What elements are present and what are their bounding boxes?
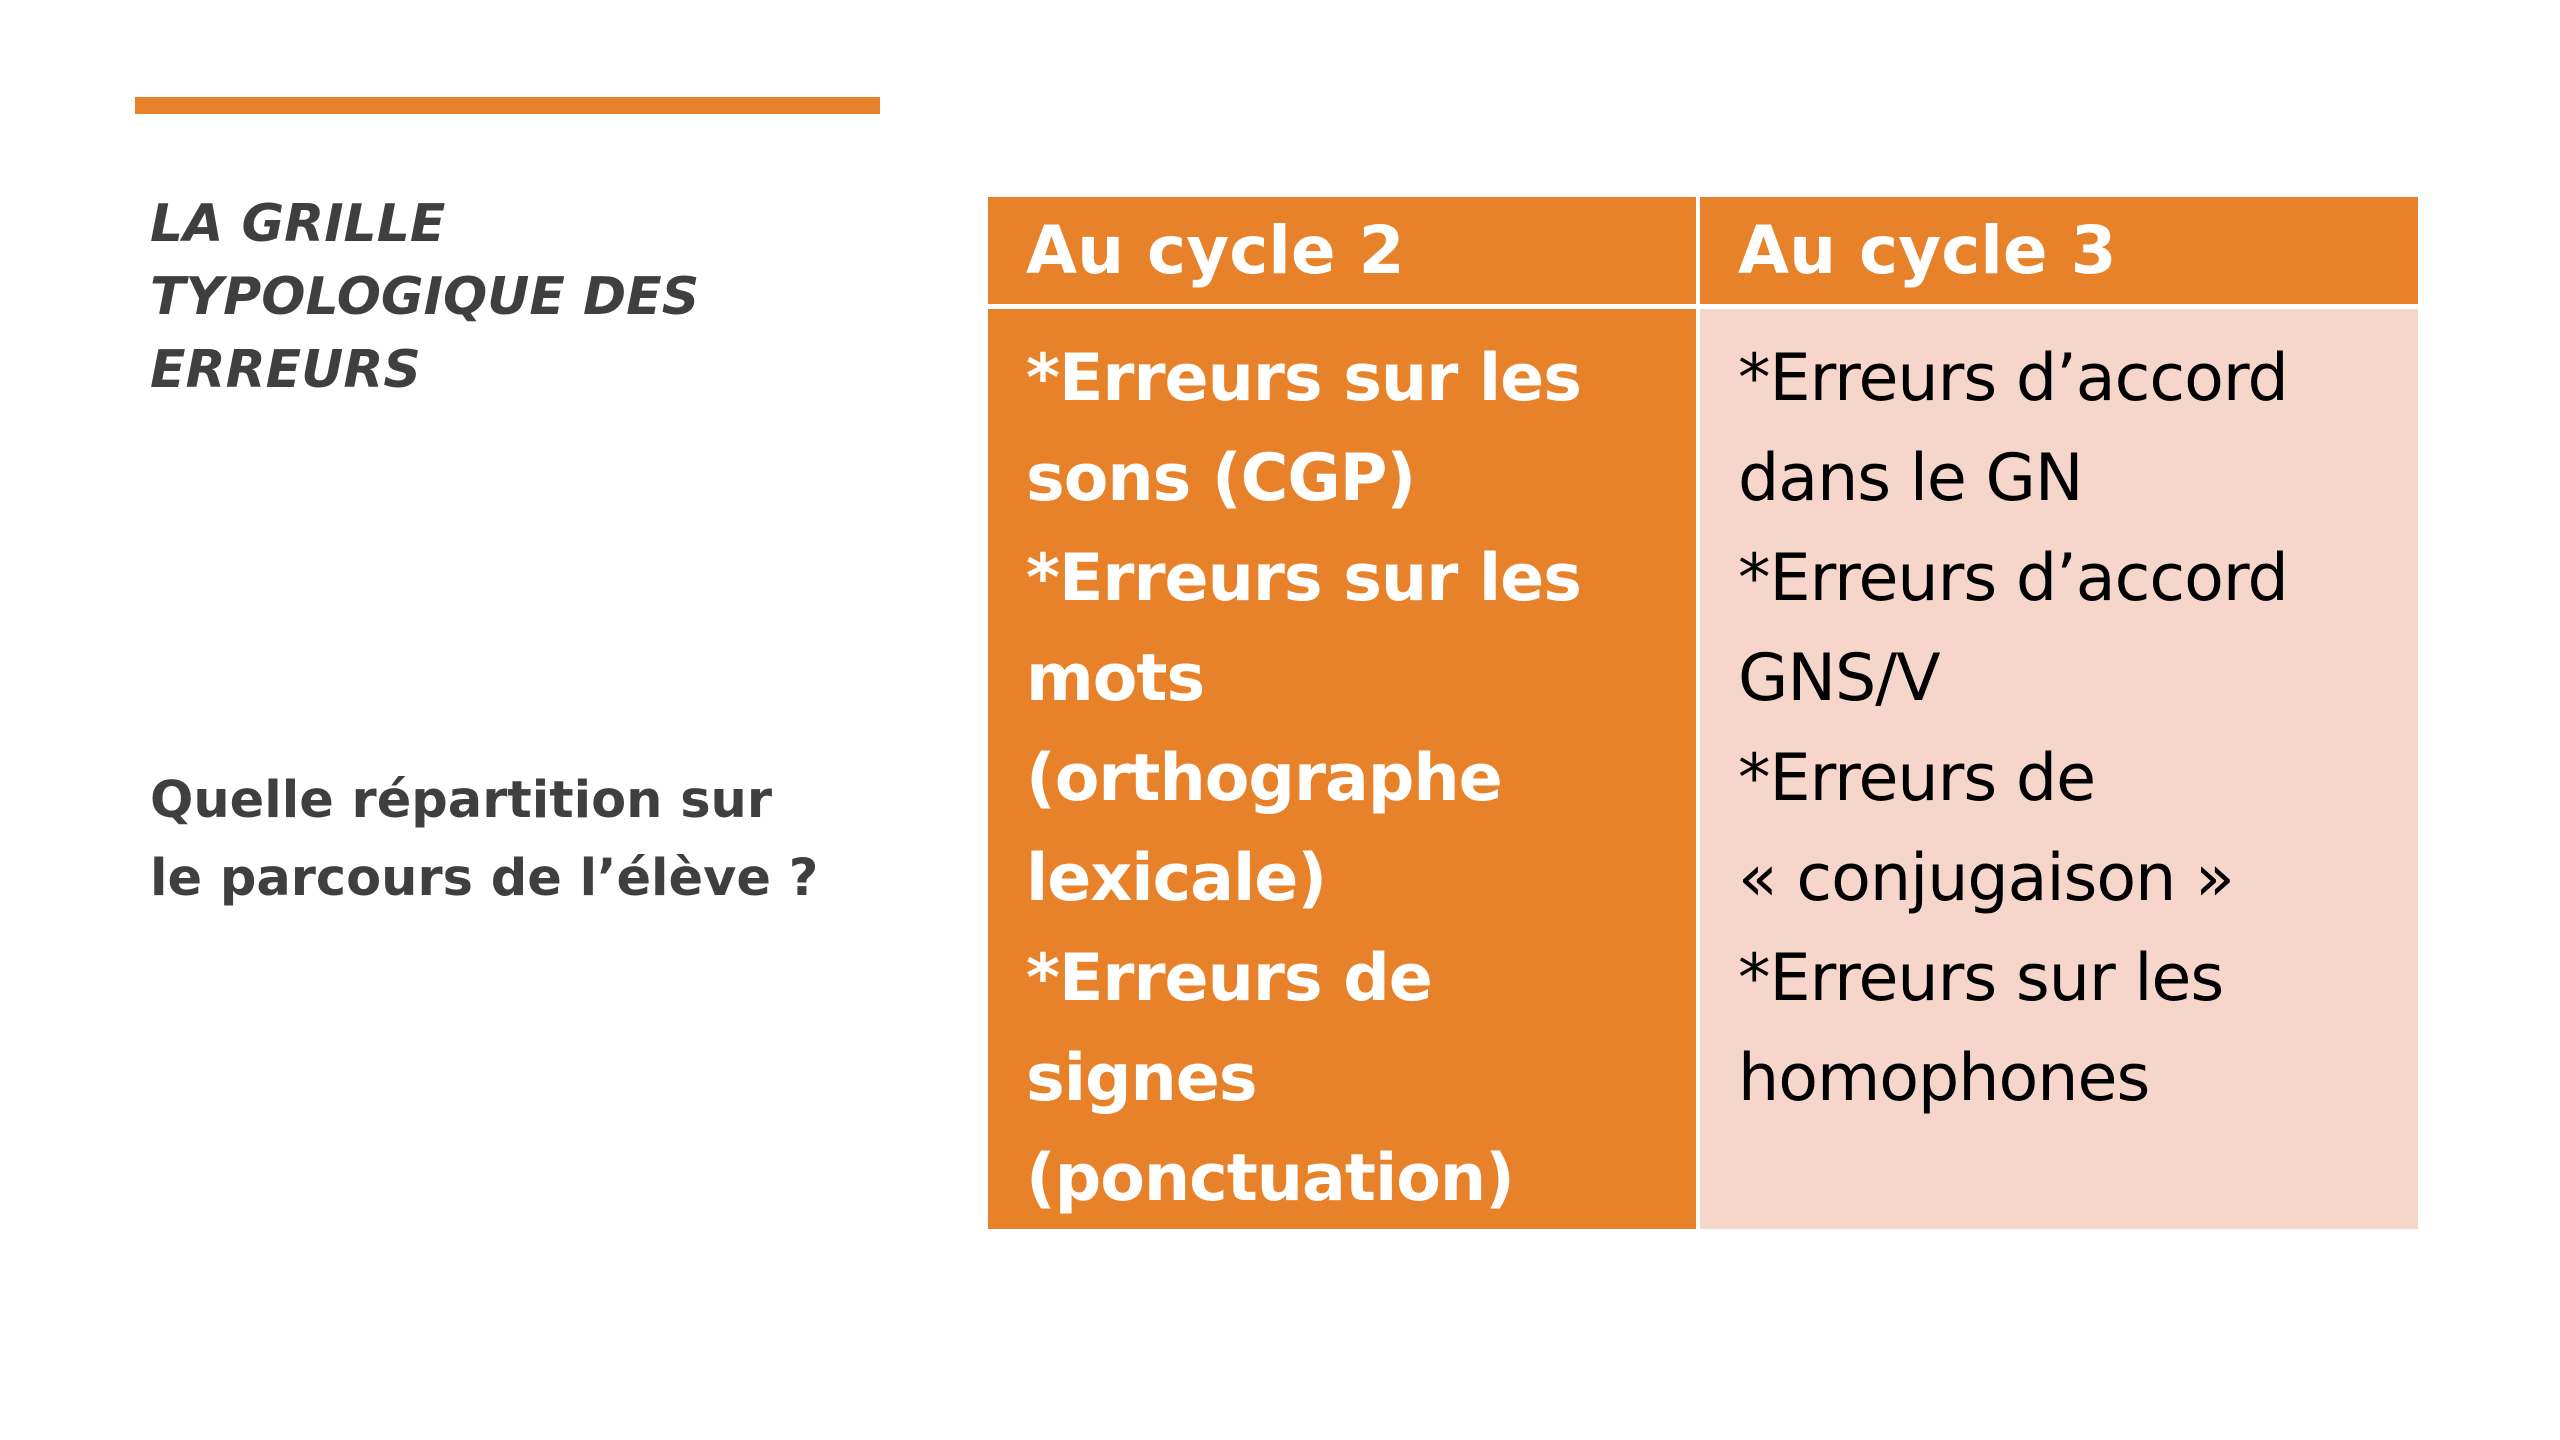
slide-question [150,762,870,918]
slide-title-line: ERREURS [150,340,421,400]
cycle-3-line: *Erreurs d’accord [1738,541,2288,616]
cycle-2-line: *Erreurs de [1026,941,1432,1016]
header-cycle-3: Au cycle 3 [1700,197,2418,304]
cell-cycle-3-errors [1700,304,2418,1229]
cycle-2-line: mots [1026,641,1205,716]
cycle-2-line: lexicale) [1026,841,1327,916]
slide-title [150,188,850,407]
table-row [988,304,2418,1229]
cycle-2-line: *Erreurs sur les [1026,541,1581,616]
table-header-row [988,197,2418,304]
cycle-3-line: *Erreurs d’accord [1738,341,2288,416]
cell-cycle-2-errors [988,304,1700,1229]
cycle-3-line: « conjugaison » [1738,841,2234,916]
question-line: Quelle répartition sur [150,771,773,830]
slide-title-line: LA GRILLE [150,194,446,254]
cycle-3-line: *Erreurs sur les [1738,941,2224,1016]
cycle-2-line: sons (CGP) [1026,441,1416,516]
cycle-2-line: (orthographe [1026,741,1502,816]
cycle-2-line: *Erreurs sur les [1026,341,1581,416]
accent-bar [135,97,880,114]
cycle-3-line: homophones [1738,1041,2150,1116]
cycle-3-line: dans le GN [1738,441,2083,516]
header-cycle-2: Au cycle 2 [988,197,1700,304]
cycle-2-line: (ponctuation) [1026,1141,1514,1216]
cycle-2-line: signes [1026,1041,1257,1116]
slide-title-line: TYPOLOGIQUE DES [150,267,700,327]
error-typology-table [988,197,2418,1229]
cycle-3-line: *Erreurs de [1738,741,2096,816]
question-line: le parcours de l’élève ? [150,849,819,908]
cycle-3-line: GNS/V [1738,641,1940,716]
